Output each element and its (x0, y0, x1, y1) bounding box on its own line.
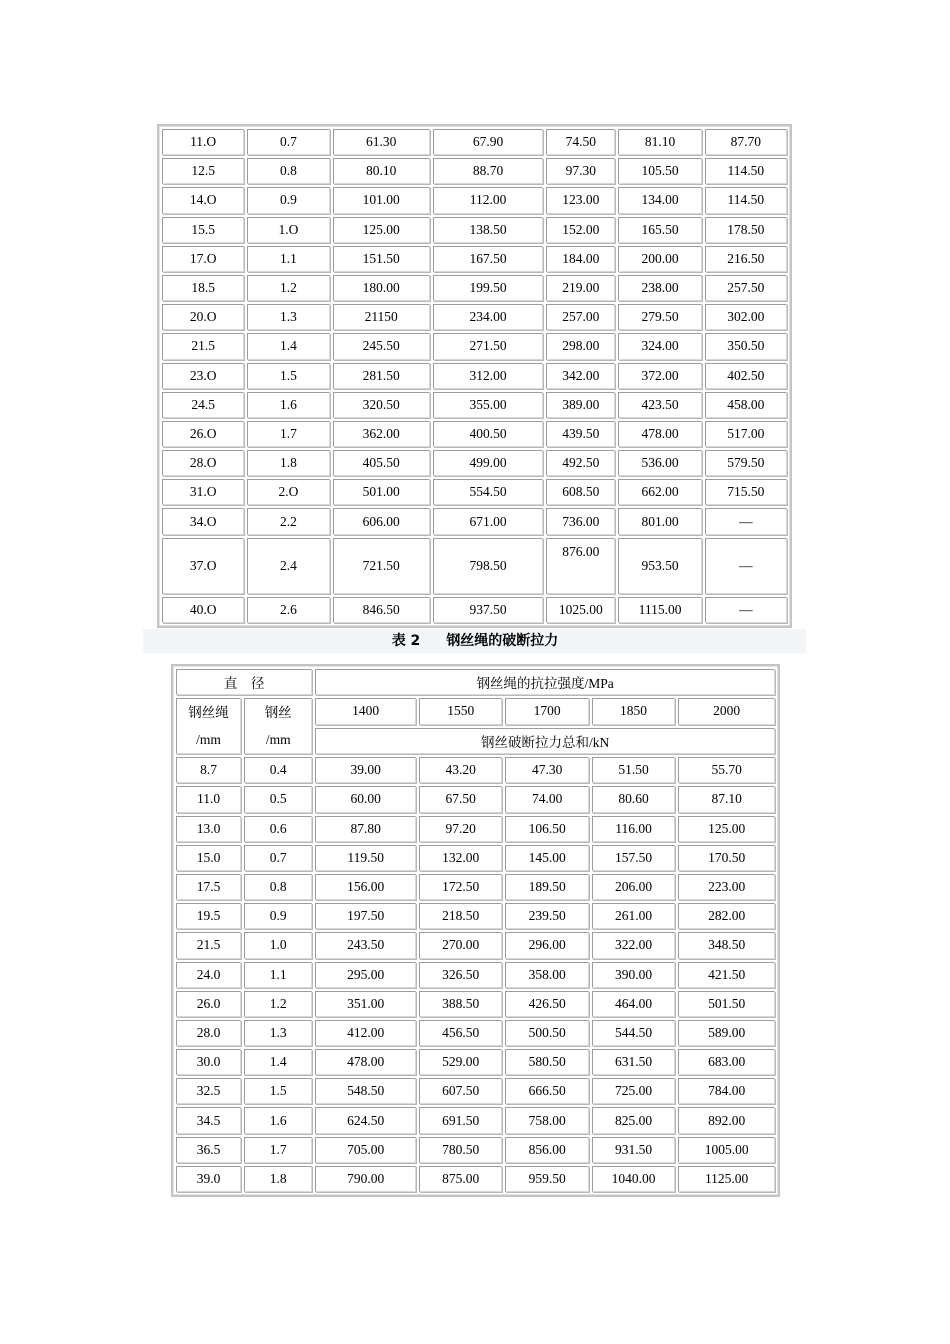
table-cell: 14.O (162, 187, 244, 213)
table-cell: 400.50 (433, 421, 543, 447)
table-cell: 458.00 (705, 392, 787, 418)
table-cell: 12.5 (162, 158, 244, 184)
strength-header: 钢丝绳的抗拉强度/MPa (315, 669, 775, 695)
table-row (162, 304, 787, 330)
strength-1700: 1700 (505, 698, 588, 725)
table-cell: 261.00 (592, 903, 675, 929)
table-cell: 43.20 (419, 757, 502, 783)
table-cell: 2.2 (247, 508, 329, 534)
table-cell: 87.70 (705, 129, 787, 155)
table-cell: 34.5 (176, 1107, 241, 1133)
table-cell: 18.5 (162, 275, 244, 301)
table-cell: 51.50 (592, 757, 675, 783)
table-cell: 501.00 (333, 479, 430, 505)
table-cell: 97.20 (419, 816, 502, 842)
table-cell: 167.50 (433, 246, 543, 272)
table-cell: 219.00 (546, 275, 615, 301)
table-cell: 218.50 (419, 903, 502, 929)
table-cell: 2.O (247, 479, 329, 505)
table-cell: 426.50 (505, 991, 588, 1017)
table-cell: 536.00 (618, 450, 701, 476)
table-cell: 388.50 (419, 991, 502, 1017)
table-cell: 114.50 (705, 158, 787, 184)
table-row (162, 479, 787, 505)
table-cell: 112.00 (433, 187, 543, 213)
table-cell: 24.0 (176, 962, 241, 988)
table-cell: 350.50 (705, 333, 787, 359)
table-cell: 234.00 (433, 304, 543, 330)
table-cell: 846.50 (333, 597, 430, 623)
table-cell: 40.O (162, 597, 244, 623)
table-cell: 580.50 (505, 1049, 588, 1075)
table-row (162, 275, 787, 301)
table-cell: 1.7 (244, 1137, 312, 1163)
table-cell: 405.50 (333, 450, 430, 476)
table-cell: 20.O (162, 304, 244, 330)
table-cell: 184.00 (546, 246, 615, 272)
table-cell: 342.00 (546, 363, 615, 389)
table-row (176, 962, 775, 988)
table-cell: 88.70 (433, 158, 543, 184)
table-cell: 80.60 (592, 786, 675, 812)
table-cell: 39.00 (315, 757, 416, 783)
table-cell: 39.0 (176, 1166, 241, 1192)
table-cell: 34.O (162, 508, 244, 534)
table-cell: 0.7 (244, 845, 312, 871)
table-cell: 21.5 (176, 932, 241, 958)
table-cell: 296.00 (505, 932, 588, 958)
table-cell: 26.0 (176, 991, 241, 1017)
table-cell: 156.00 (315, 874, 416, 900)
table-cell: 412.00 (315, 1020, 416, 1046)
table-row (176, 845, 775, 871)
table-cell: 245.50 (333, 333, 430, 359)
table-cell: 8.7 (176, 757, 241, 783)
table-cell: 784.00 (678, 1078, 775, 1104)
table-cell: 1.1 (244, 962, 312, 988)
table-row (176, 1078, 775, 1104)
table-cell: 548.50 (315, 1078, 416, 1104)
table-cell: 825.00 (592, 1107, 675, 1133)
strength-2000: 2000 (678, 698, 775, 725)
table-cell: 1.4 (247, 333, 329, 359)
table-cell: 32.5 (176, 1078, 241, 1104)
table-cell: 132.00 (419, 845, 502, 871)
table-row (162, 217, 787, 243)
caption-number: 表 2 (391, 633, 421, 649)
table-cell: 464.00 (592, 991, 675, 1017)
table-cell: 801.00 (618, 508, 701, 534)
table-cell: 11.0 (176, 786, 241, 812)
table-cell: 81.10 (618, 129, 701, 155)
table-cell: 67.50 (419, 786, 502, 812)
table-cell: 197.50 (315, 903, 416, 929)
table-cell: 492.50 (546, 450, 615, 476)
table-row (162, 333, 787, 359)
table-cell: 125.00 (678, 816, 775, 842)
table-cell: 372.00 (618, 363, 701, 389)
table-cell: 499.00 (433, 450, 543, 476)
table-cell: 1005.00 (678, 1137, 775, 1163)
table-cell: 324.00 (618, 333, 701, 359)
table-cell: 19.5 (176, 903, 241, 929)
force-header: 钢丝破断拉力总和/kN (315, 728, 775, 755)
table-cell: 725.00 (592, 1078, 675, 1104)
table-cell: 1115.00 (618, 597, 701, 623)
table-cell: 17.5 (176, 874, 241, 900)
table-cell: 501.50 (678, 991, 775, 1017)
table-cell: 270.00 (419, 932, 502, 958)
table-cell: 326.50 (419, 962, 502, 988)
table-cell: 423.50 (618, 392, 701, 418)
table-cell: 1125.00 (678, 1166, 775, 1192)
table-cell: 157.50 (592, 845, 675, 871)
table-cell: 456.50 (419, 1020, 502, 1046)
table-cell: 30.0 (176, 1049, 241, 1075)
table-cell: 790.00 (315, 1166, 416, 1192)
table-cell: 298.00 (546, 333, 615, 359)
table-row (176, 1020, 775, 1046)
table-cell: 114.50 (705, 187, 787, 213)
table-caption (0, 630, 950, 650)
table-cell: 579.50 (705, 450, 787, 476)
table-cell: 172.50 (419, 874, 502, 900)
breaking-force-table-continued (157, 124, 792, 628)
table-cell: 1.3 (244, 1020, 312, 1046)
table-cell: 1.O (247, 217, 329, 243)
table-cell: 662.00 (618, 479, 701, 505)
table-cell: 606.00 (333, 508, 430, 534)
table-row (176, 1107, 775, 1133)
table-cell: 74.50 (546, 129, 615, 155)
table-cell: 876.00 (546, 538, 615, 594)
table-cell: 439.50 (546, 421, 615, 447)
table-cell: 26.O (162, 421, 244, 447)
table-cell: 607.50 (419, 1078, 502, 1104)
table-cell: 1.6 (247, 392, 329, 418)
table-cell: 97.30 (546, 158, 615, 184)
table-cell: 2.6 (247, 597, 329, 623)
table-cell: 17.O (162, 246, 244, 272)
table-cell: 257.00 (546, 304, 615, 330)
table-cell: 170.50 (678, 845, 775, 871)
table-cell: 931.50 (592, 1137, 675, 1163)
table-cell: 0.8 (244, 874, 312, 900)
table-row (162, 158, 787, 184)
table-cell: 15.5 (162, 217, 244, 243)
table-cell: 282.00 (678, 903, 775, 929)
table-row (176, 932, 775, 958)
table-cell: 28.O (162, 450, 244, 476)
table-cell: 666.50 (505, 1078, 588, 1104)
diameter-header: 直 径 (176, 669, 312, 695)
table2-body (176, 669, 775, 1192)
table-cell: 683.00 (678, 1049, 775, 1075)
table-cell: — (705, 597, 787, 623)
table-cell: 123.00 (546, 187, 615, 213)
table-cell: 279.50 (618, 304, 701, 330)
table-cell: 529.00 (419, 1049, 502, 1075)
table-cell: 87.80 (315, 816, 416, 842)
table-cell: 389.00 (546, 392, 615, 418)
table-cell: 0.5 (244, 786, 312, 812)
table-cell: 61.30 (333, 129, 430, 155)
table-row (162, 421, 787, 447)
table-row (162, 129, 787, 155)
table-cell: 0.9 (244, 903, 312, 929)
table-cell: 875.00 (419, 1166, 502, 1192)
table-cell: 671.00 (433, 508, 543, 534)
table-cell: 1.8 (244, 1166, 312, 1192)
table-cell: 517.00 (705, 421, 787, 447)
table-cell: 257.50 (705, 275, 787, 301)
table-row (176, 757, 775, 783)
table-row (162, 246, 787, 272)
table-cell: 60.00 (315, 786, 416, 812)
table-cell: 200.00 (618, 246, 701, 272)
table-cell: 152.00 (546, 217, 615, 243)
table-cell: 295.00 (315, 962, 416, 988)
table-cell: 1.5 (244, 1078, 312, 1104)
table-row (162, 538, 787, 594)
table-row (162, 508, 787, 534)
table-cell: 165.50 (618, 217, 701, 243)
table-cell: 478.00 (618, 421, 701, 447)
table-cell: 1.6 (244, 1107, 312, 1133)
table-cell: 21150 (333, 304, 430, 330)
table-cell: 631.50 (592, 1049, 675, 1075)
table-cell: 1.3 (247, 304, 329, 330)
table-cell: 322.00 (592, 932, 675, 958)
table-cell: 1.7 (247, 421, 329, 447)
table-cell: 21.5 (162, 333, 244, 359)
table-cell: 11.O (162, 129, 244, 155)
table-cell: 892.00 (678, 1107, 775, 1133)
table-cell: 1.1 (247, 246, 329, 272)
table-cell: 478.00 (315, 1049, 416, 1075)
table-cell: 138.50 (433, 217, 543, 243)
table-cell: 23.O (162, 363, 244, 389)
table-cell: 31.O (162, 479, 244, 505)
table-cell: 798.50 (433, 538, 543, 594)
table-cell: 1.2 (244, 991, 312, 1017)
table-row (176, 1166, 775, 1192)
table-cell: 554.50 (433, 479, 543, 505)
table-cell: 715.50 (705, 479, 787, 505)
table-cell: 1.4 (244, 1049, 312, 1075)
table-cell: 243.50 (315, 932, 416, 958)
table-cell: 705.00 (315, 1137, 416, 1163)
table-cell: 348.50 (678, 932, 775, 958)
table-cell: 178.50 (705, 217, 787, 243)
table-cell: 281.50 (333, 363, 430, 389)
table-cell: 589.00 (678, 1020, 775, 1046)
table-cell: 2.4 (247, 538, 329, 594)
table-row (162, 363, 787, 389)
table-cell: — (705, 538, 787, 594)
table-cell: 1.2 (247, 275, 329, 301)
table-cell: 87.10 (678, 786, 775, 812)
table-cell: 1.0 (244, 932, 312, 958)
table-cell: 55.70 (678, 757, 775, 783)
table-cell: 80.10 (333, 158, 430, 184)
table-cell: 0.7 (247, 129, 329, 155)
strength-1850: 1850 (592, 698, 675, 725)
rope-diameter-header: 钢丝绳 /mm (176, 698, 241, 754)
table-row (176, 991, 775, 1017)
table-cell: 500.50 (505, 1020, 588, 1046)
table-cell: 320.50 (333, 392, 430, 418)
table-cell: 105.50 (618, 158, 701, 184)
table-cell: 312.00 (433, 363, 543, 389)
table-cell: 1040.00 (592, 1166, 675, 1192)
table-cell: 358.00 (505, 962, 588, 988)
table-cell: 0.8 (247, 158, 329, 184)
table-row (176, 1137, 775, 1163)
table-cell: 271.50 (433, 333, 543, 359)
table-cell: 362.00 (333, 421, 430, 447)
table-cell: 67.90 (433, 129, 543, 155)
table-cell: 37.O (162, 538, 244, 594)
table-cell: 1.5 (247, 363, 329, 389)
caption-title: 钢丝绳的破断拉力 (446, 633, 559, 649)
table-cell: 544.50 (592, 1020, 675, 1046)
table-cell: 959.50 (505, 1166, 588, 1192)
table-cell: 28.0 (176, 1020, 241, 1046)
table-cell: 0.6 (244, 816, 312, 842)
table-cell: 608.50 (546, 479, 615, 505)
table-cell: 223.00 (678, 874, 775, 900)
table-cell: 151.50 (333, 246, 430, 272)
table-cell: 780.50 (419, 1137, 502, 1163)
table-cell: 624.50 (315, 1107, 416, 1133)
table-cell: 421.50 (678, 962, 775, 988)
table-cell: 402.50 (705, 363, 787, 389)
table-cell: 15.0 (176, 845, 241, 871)
strength-1400: 1400 (315, 698, 416, 725)
table-cell: 937.50 (433, 597, 543, 623)
table-cell: 721.50 (333, 538, 430, 594)
strength-1550: 1550 (419, 698, 502, 725)
table-cell: 239.50 (505, 903, 588, 929)
table-cell: 736.00 (546, 508, 615, 534)
table-cell: 390.00 (592, 962, 675, 988)
table1-body (162, 129, 787, 623)
table-cell: 206.00 (592, 874, 675, 900)
table-row (162, 392, 787, 418)
header-row-1 (176, 669, 775, 695)
wire-rope-breaking-force-table (171, 664, 780, 1197)
table-cell: 74.00 (505, 786, 588, 812)
table-cell: 106.50 (505, 816, 588, 842)
table-cell: 351.00 (315, 991, 416, 1017)
table-row (162, 187, 787, 213)
table-cell: 216.50 (705, 246, 787, 272)
table-cell: 13.0 (176, 816, 241, 842)
table-cell: 758.00 (505, 1107, 588, 1133)
table-row (162, 597, 787, 623)
table-cell: 189.50 (505, 874, 588, 900)
table-cell: 953.50 (618, 538, 701, 594)
table-row (176, 874, 775, 900)
table-cell: 145.00 (505, 845, 588, 871)
table-row (176, 903, 775, 929)
table-cell: 856.00 (505, 1137, 588, 1163)
table-cell: 302.00 (705, 304, 787, 330)
table-cell: 24.5 (162, 392, 244, 418)
table-cell: 0.4 (244, 757, 312, 783)
table-cell: 238.00 (618, 275, 701, 301)
table-cell: 119.50 (315, 845, 416, 871)
table-cell: 47.30 (505, 757, 588, 783)
table-cell: 134.00 (618, 187, 701, 213)
table-cell: 691.50 (419, 1107, 502, 1133)
table-cell: 180.00 (333, 275, 430, 301)
table-cell: 36.5 (176, 1137, 241, 1163)
table-cell: 116.00 (592, 816, 675, 842)
table-cell: 1.8 (247, 450, 329, 476)
table-row (176, 1049, 775, 1075)
table-row (176, 786, 775, 812)
table-cell: 355.00 (433, 392, 543, 418)
table-cell: 101.00 (333, 187, 430, 213)
table-cell: 199.50 (433, 275, 543, 301)
table-row (162, 450, 787, 476)
table-cell: 1025.00 (546, 597, 615, 623)
wire-diameter-header: 钢丝 /mm (244, 698, 312, 754)
table-cell: 125.00 (333, 217, 430, 243)
header-row-2 (176, 698, 775, 725)
table-row (176, 816, 775, 842)
table-cell: 0.9 (247, 187, 329, 213)
table-cell: — (705, 508, 787, 534)
